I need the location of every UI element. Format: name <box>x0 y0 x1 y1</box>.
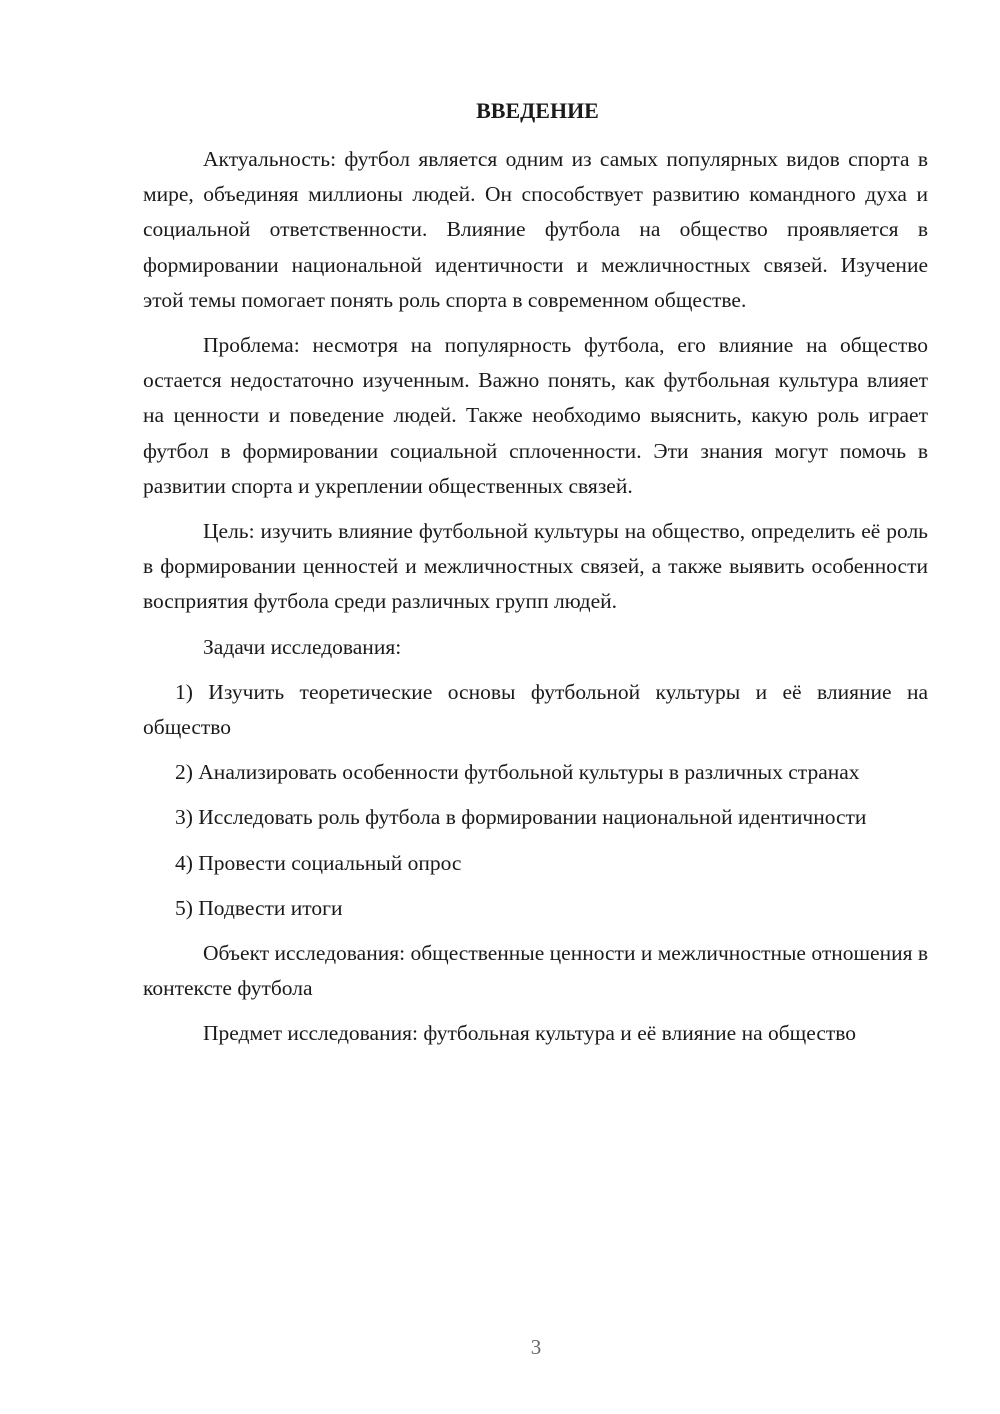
task-item-3: 3) Исследовать роль футбола в формировании национальной идентичности <box>175 805 867 830</box>
goal-paragraph: Цель: изучить влияние футбольной культуры на общество, определить её роль в формировании ценностей и межличностных связей, а также выявить особенности восприятия футбола среди различных групп людей. <box>143 519 928 614</box>
page-number: 3 <box>530 1335 542 1359</box>
document-content <box>143 98 928 1062</box>
object-paragraph: Объект исследования: общественные ценности и межличностные отношения в контексте футбола <box>143 941 928 1001</box>
section-heading: ВВЕДЕНИЕ <box>476 98 599 123</box>
task-item-4: 4) Провести социальный опрос <box>175 850 462 875</box>
task-item-5: 5) Подвести итоги <box>175 895 343 920</box>
task-item-1: 1) Изучить теоретические основы футбольной культуры и её влияние на общество <box>143 679 928 740</box>
tasks-heading: Задачи исследования: <box>203 634 402 659</box>
relevance-paragraph: Актуальность: футбол является одним из самых популярных видов спорта в мире, объединяя миллионы людей. Он способствует развитию командного духа и социальной ответственности. Влияние футбола на общество проявляется в формировании национальной идентичности и межличностных связей. Изучение этой темы помогает понять роль спорта в современном обществе. <box>143 147 928 312</box>
task-item-2: 2) Анализировать особенности футбольной культуры в различных странах <box>175 760 860 785</box>
problem-paragraph: Проблема: несмотря на популярность футбола, его влияние на общество остается недостаточно изученным. Важно понять, как футбольная культура влияет на ценности и поведение людей. Также необходимо выяснить, какую роль играет футбол в формировании социальной сплоченности. Эти знания могут помочь в развитии спорта и укреплении общественных связей. <box>143 333 928 498</box>
subject-paragraph: Предмет исследования: футбольная культура и её влияние на общество <box>203 1021 857 1046</box>
